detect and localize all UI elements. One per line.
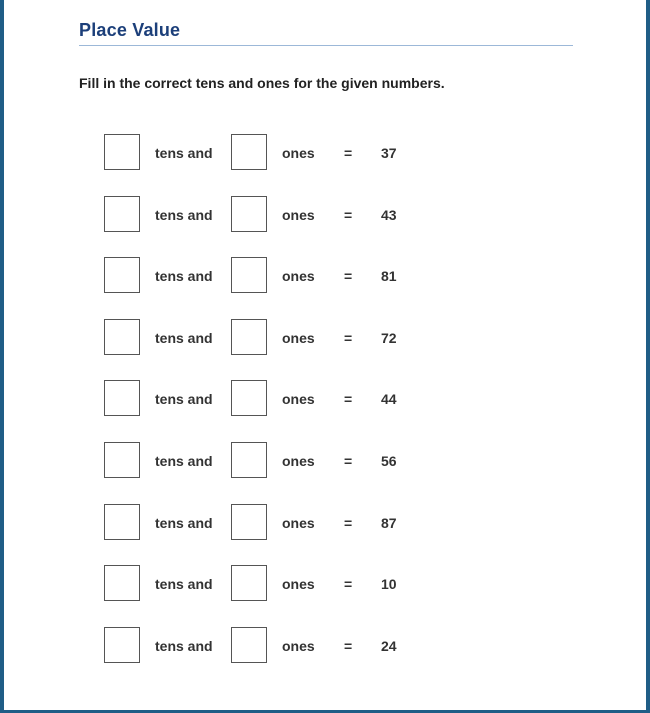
target-number: 81 bbox=[381, 268, 397, 285]
equals-sign: = bbox=[344, 576, 353, 593]
tens-and-label: tens and bbox=[155, 206, 213, 223]
ones-answer-box[interactable] bbox=[231, 257, 267, 293]
equals-sign: = bbox=[344, 452, 353, 469]
target-number: 44 bbox=[381, 391, 397, 408]
instructions-text: Fill in the correct tens and ones for the given numbers. bbox=[79, 75, 445, 91]
ones-answer-box[interactable] bbox=[231, 442, 267, 478]
tens-answer-box[interactable] bbox=[104, 319, 140, 355]
equals-sign: = bbox=[344, 268, 353, 285]
ones-answer-box[interactable] bbox=[231, 504, 267, 540]
ones-label: ones bbox=[282, 329, 315, 346]
equals-sign: = bbox=[344, 637, 353, 654]
tens-answer-box[interactable] bbox=[104, 504, 140, 540]
target-number: 87 bbox=[381, 514, 397, 531]
equals-sign: = bbox=[344, 206, 353, 223]
ones-label: ones bbox=[282, 637, 315, 654]
tens-and-label: tens and bbox=[155, 145, 213, 161]
target-number: 56 bbox=[381, 452, 397, 469]
ones-answer-box[interactable] bbox=[231, 380, 267, 416]
page-border-left bbox=[0, 0, 4, 713]
tens-and-label: tens and bbox=[155, 637, 213, 654]
target-number: 10 bbox=[381, 576, 397, 593]
ones-answer-box[interactable] bbox=[231, 627, 267, 663]
target-number: 72 bbox=[381, 329, 397, 346]
ones-label: ones bbox=[282, 576, 315, 593]
tens-answer-box[interactable] bbox=[104, 442, 140, 478]
tens-and-label: tens and bbox=[155, 514, 213, 531]
equals-sign: = bbox=[344, 514, 353, 531]
ones-label: ones bbox=[282, 452, 315, 469]
tens-and-label: tens and bbox=[155, 391, 213, 408]
ones-answer-box[interactable] bbox=[231, 565, 267, 601]
ones-label: ones bbox=[282, 206, 315, 223]
ones-label: ones bbox=[282, 514, 315, 531]
tens-answer-box[interactable] bbox=[104, 196, 140, 232]
tens-answer-box[interactable] bbox=[104, 257, 140, 293]
ones-label: ones bbox=[282, 268, 315, 285]
tens-and-label: tens and bbox=[155, 576, 213, 593]
page-title: Place Value bbox=[79, 20, 181, 40]
page-border-right bbox=[646, 0, 650, 713]
tens-answer-box[interactable] bbox=[104, 134, 140, 170]
ones-answer-box[interactable] bbox=[231, 319, 267, 355]
ones-label: ones bbox=[282, 145, 315, 161]
title-divider bbox=[79, 45, 573, 46]
target-number: 43 bbox=[381, 206, 397, 223]
tens-and-label: tens and bbox=[155, 329, 213, 346]
target-number: 24 bbox=[381, 637, 397, 654]
tens-and-label: tens and bbox=[155, 452, 213, 469]
tens-answer-box[interactable] bbox=[104, 565, 140, 601]
target-number: 37 bbox=[381, 145, 397, 161]
ones-answer-box[interactable] bbox=[231, 134, 267, 170]
ones-answer-box[interactable] bbox=[231, 196, 267, 232]
tens-answer-box[interactable] bbox=[104, 380, 140, 416]
equals-sign: = bbox=[344, 145, 353, 161]
equals-sign: = bbox=[344, 329, 353, 346]
tens-answer-box[interactable] bbox=[104, 627, 140, 663]
equals-sign: = bbox=[344, 391, 353, 408]
ones-label: ones bbox=[282, 391, 315, 408]
tens-and-label: tens and bbox=[155, 268, 213, 285]
